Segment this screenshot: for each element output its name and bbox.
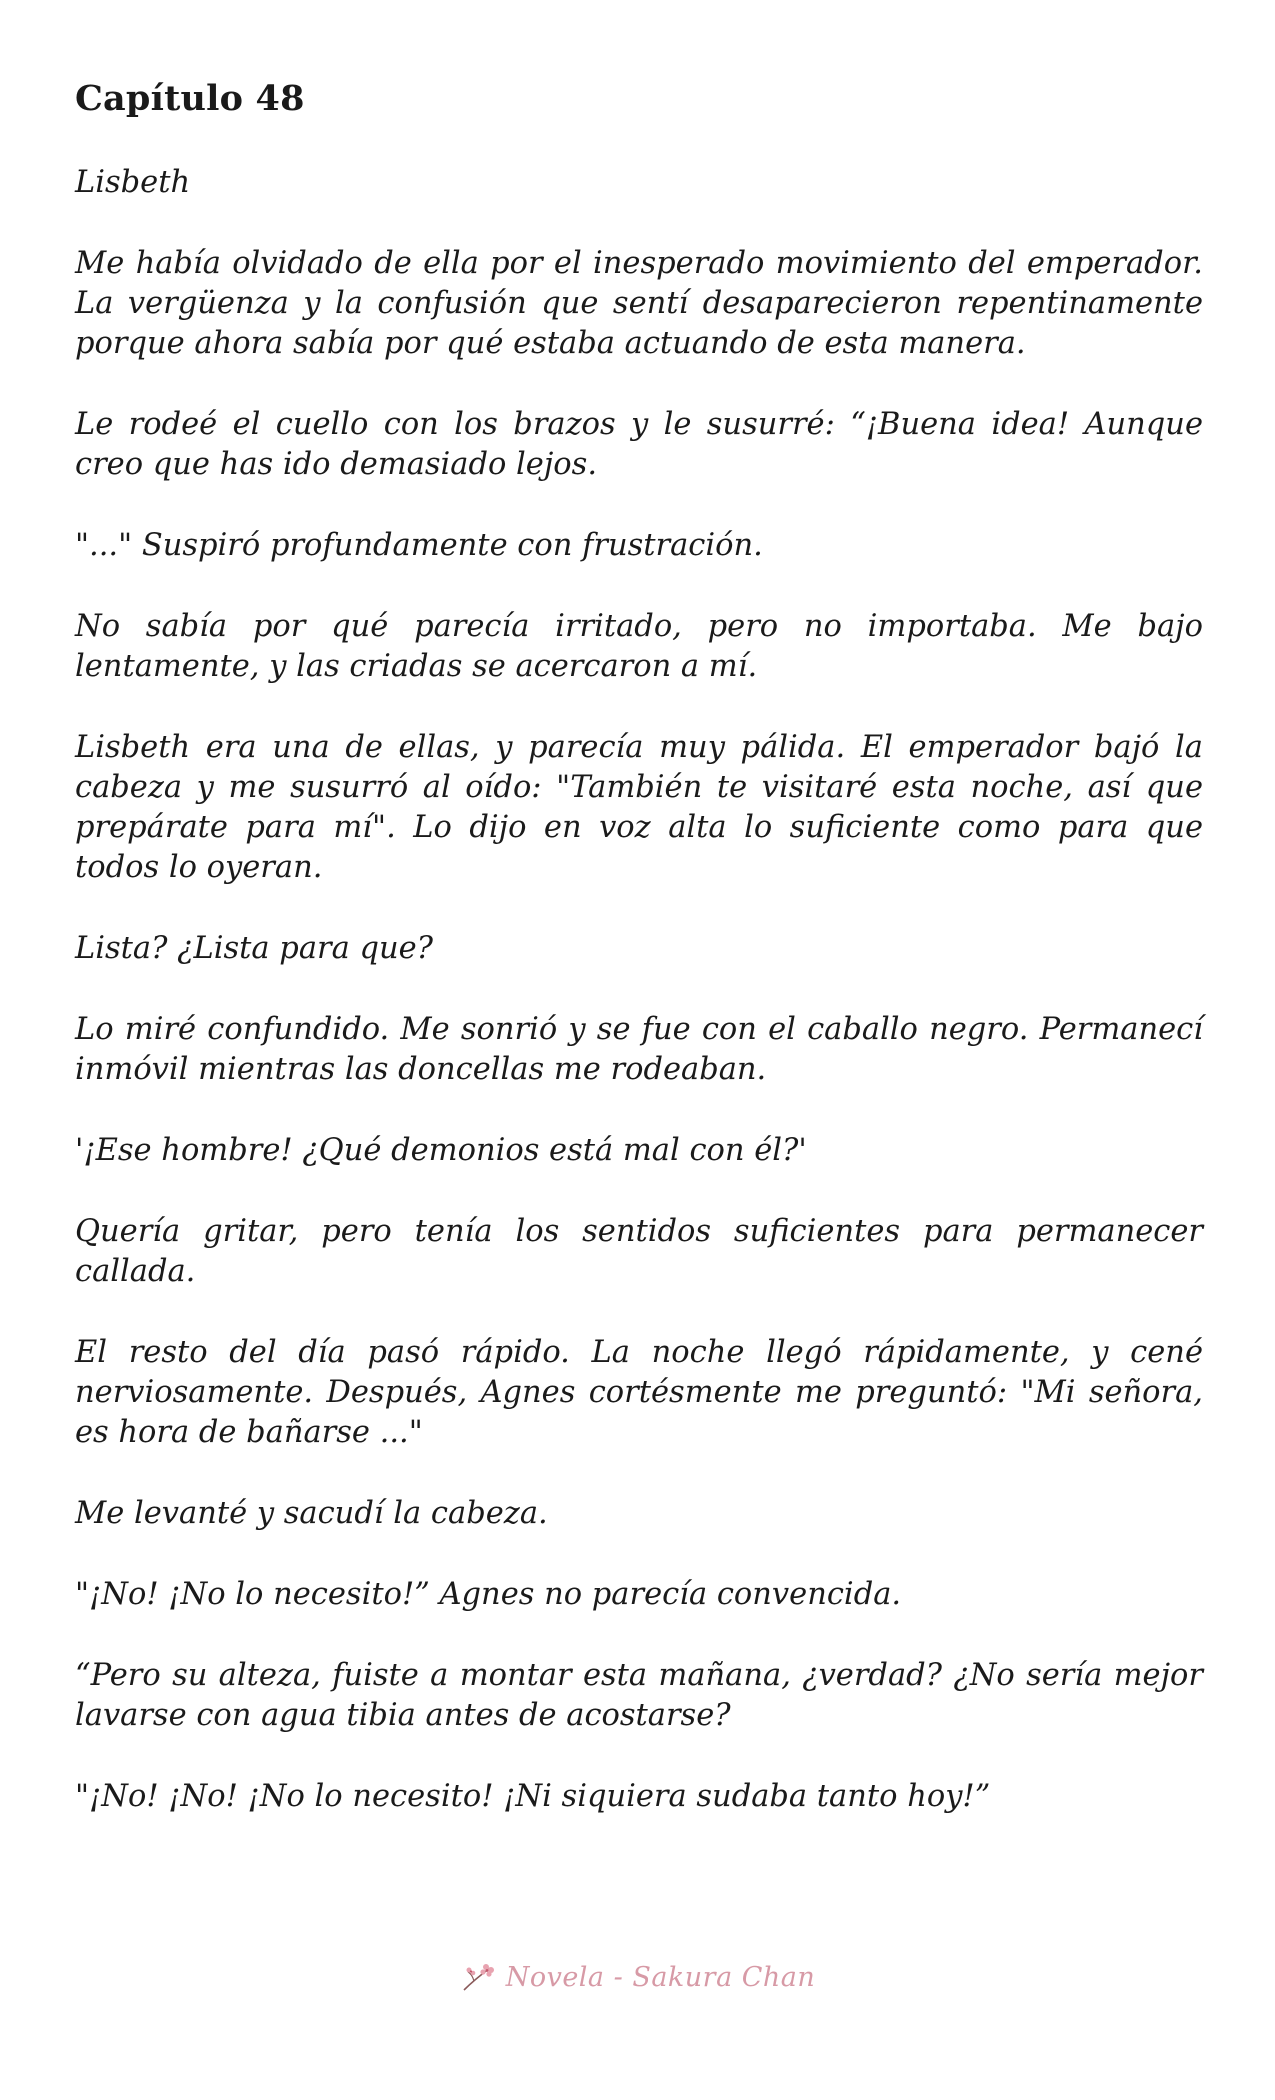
paragraph: Me había olvidado de ella por el inesperado movimiento del emperador. La vergüenza y la confusión que sentí desaparecieron repentinamente porque ahora sabía por qué estaba actuando de esta manera. xyxy=(75,246,1203,361)
paragraph: '¡Ese hombre! ¿Qué demonios está mal con él?' xyxy=(75,1133,807,1168)
paragraph: “Pero su alteza, fuiste a montar esta mañana, ¿verdad? ¿No sería mejor lavarse con agua tibia antes de acostarse? xyxy=(75,1658,1203,1733)
paragraph: Quería gritar, pero tenía los sentidos suficientes para permanecer callada. xyxy=(75,1214,1203,1289)
paragraph: Lisbeth era una de ellas, y parecía muy pálida. El emperador bajó la cabeza y me susurró al oído: "También te visitaré esta noche, así que prepárate para mí". Lo dijo en voz alta lo suficiente como para que todos lo oyeran. xyxy=(75,730,1203,885)
paragraph: No sabía por qué parecía irritado, pero no importaba. Me bajo lentamente, y las criadas se acercaron a mí. xyxy=(75,609,1203,684)
chapter-body xyxy=(75,163,1203,1817)
paragraph: "¡No! ¡No lo necesito!” Agnes no parecía convencida. xyxy=(75,1577,902,1612)
paragraph: Lisbeth xyxy=(75,165,191,200)
paragraph: Lista? ¿Lista para que? xyxy=(75,931,434,966)
paragraph: Me levanté y sacudí la cabeza. xyxy=(75,1496,548,1531)
page xyxy=(75,70,1203,1858)
footer-text: Novela - Sakura Chan xyxy=(505,1961,816,1993)
paragraph: El resto del día pasó rápido. La noche llegó rápidamente, y cené nerviosamente. Después, Agnes cortésmente me preguntó: "Mi señora, es hora de bañarse ..." xyxy=(75,1335,1203,1450)
paragraph: Lo miré confundido. Me sonrió y se fue con el caballo negro. Permanecí inmóvil mientras las doncellas me rodeaban. xyxy=(75,1012,1203,1087)
footer-watermark xyxy=(0,1960,1275,1999)
chapter-title: Capítulo 48 xyxy=(75,78,305,119)
paragraph: Le rodeé el cuello con los brazos y le susurré: “¡Buena idea! Aunque creo que has ido demasiado lejos. xyxy=(75,407,1203,482)
paragraph: "..." Suspiró profundamente con frustración. xyxy=(75,528,763,563)
sakura-flower-icon xyxy=(460,1960,498,1994)
paragraph: "¡No! ¡No! ¡No lo necesito! ¡Ni siquiera sudaba tanto hoy!” xyxy=(75,1779,991,1814)
